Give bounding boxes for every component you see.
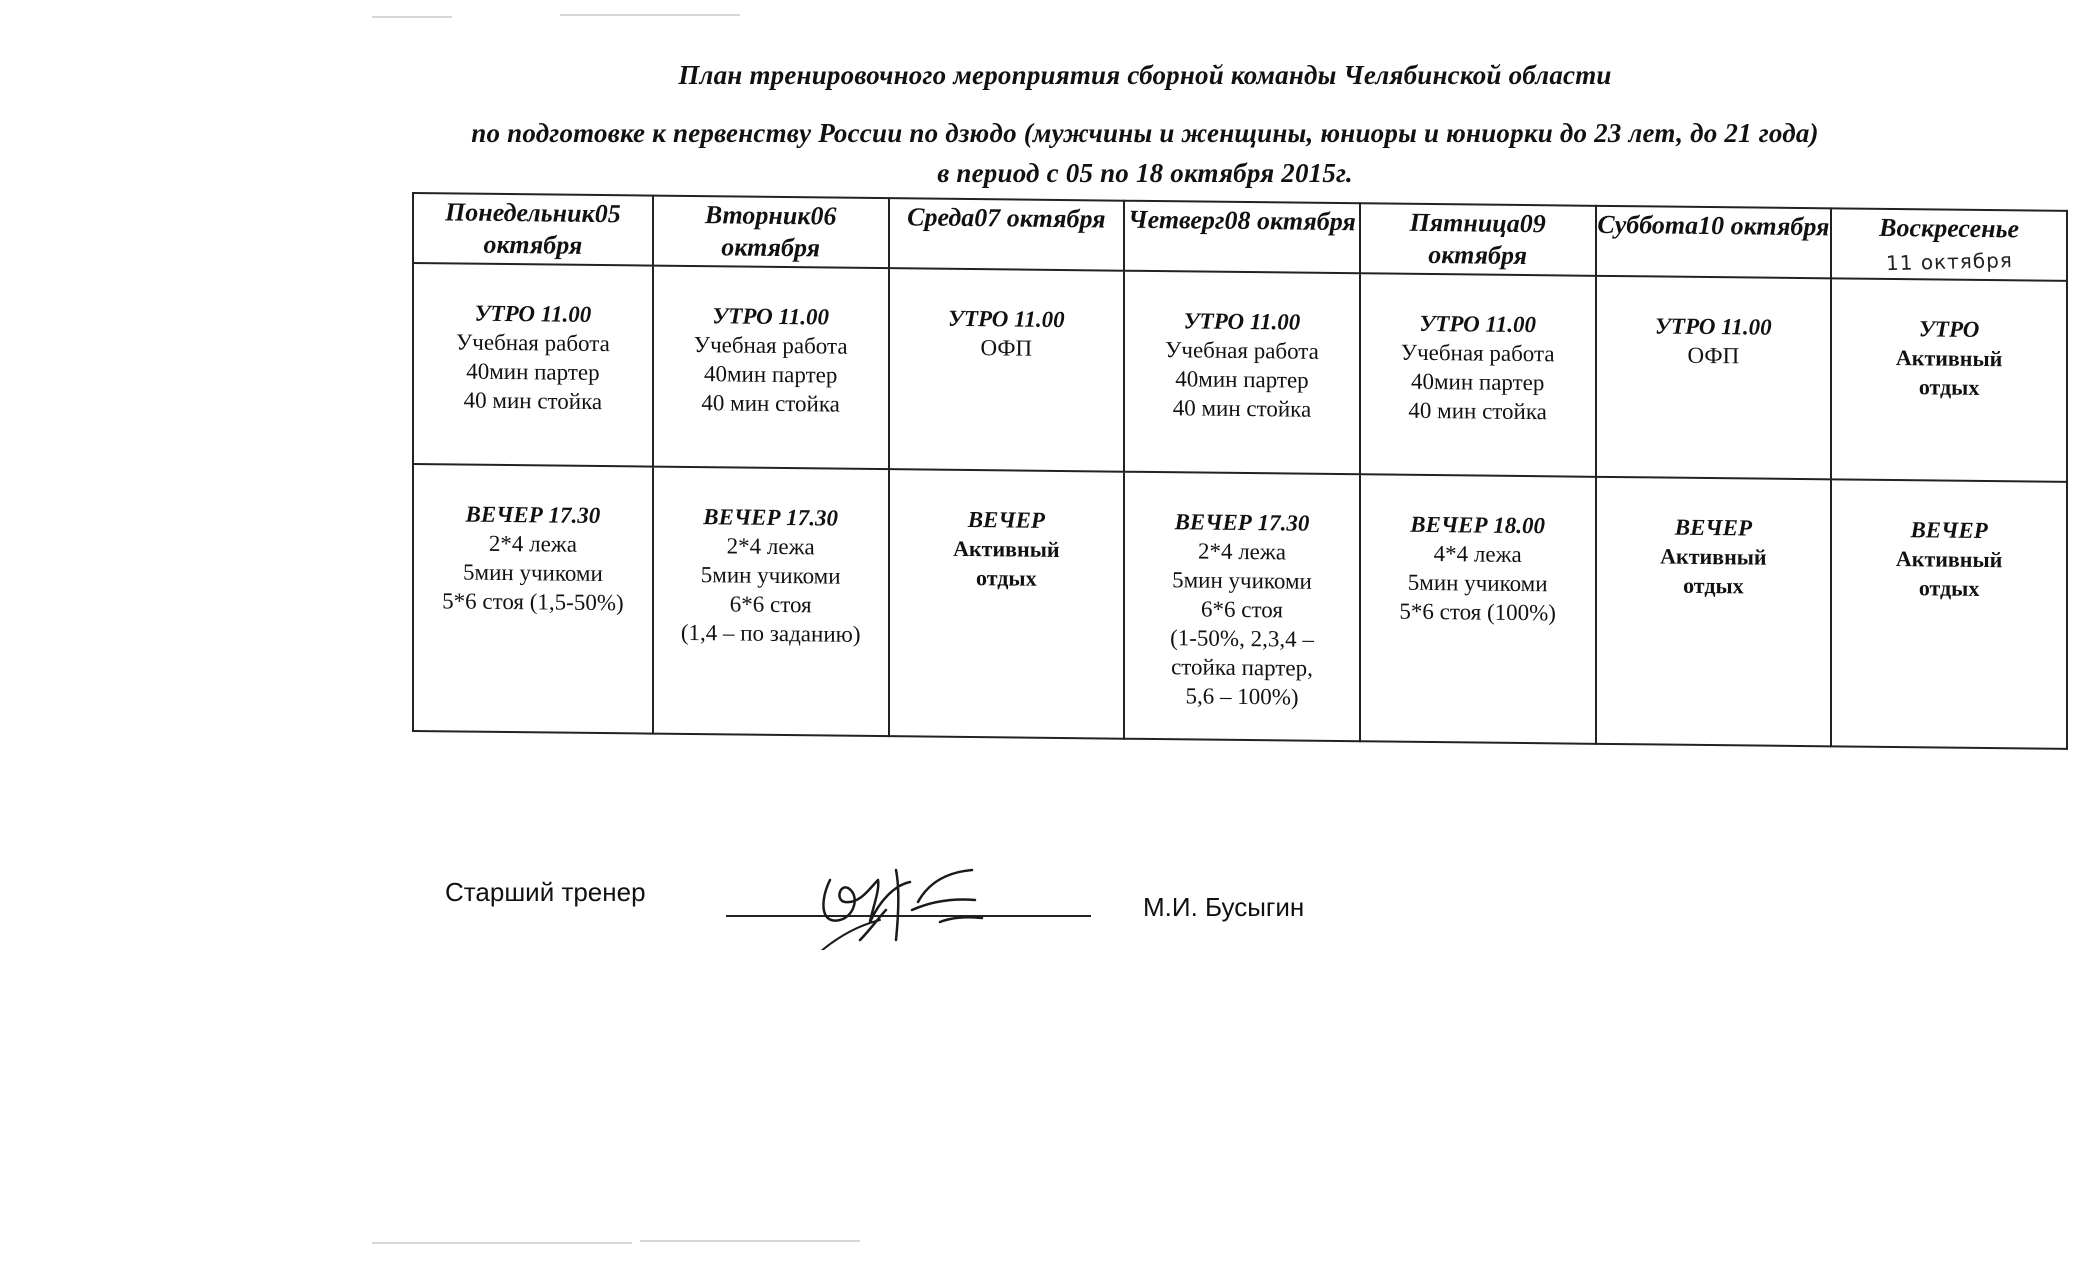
day-name: Пятница: [1409, 207, 1520, 238]
session-cell-saturday-evening: [1596, 476, 1832, 746]
document-title-line-3: в период с 05 по 18 октября 2015г.: [937, 158, 1353, 188]
session-heading: ВЕЧЕР: [967, 506, 1045, 533]
session-heading: УТРО 11.00: [1183, 308, 1301, 335]
session-line: отдых: [1918, 374, 1980, 400]
session-line: 5мин учикоми: [1172, 566, 1312, 594]
day-name: Вторник: [704, 200, 811, 231]
session-line: 40 мин стойка: [463, 387, 603, 414]
session-cell-thursday-evening: [1124, 471, 1360, 741]
session-heading: УТРО 11.00: [948, 305, 1065, 332]
day-name: Четверг: [1128, 204, 1225, 235]
session-line: 40мин партер: [703, 361, 838, 388]
document-title-line-2: по подготовке к первенству России по дзюдо (мужчины и женщины, юниоры и юниорки до 23 лет, до 21 года): [471, 118, 1819, 148]
session-line: стойка партер,: [1171, 653, 1313, 681]
session-heading: ВЕЧЕР 17.30: [703, 503, 839, 531]
day-name: Понедельник: [445, 197, 595, 228]
day-name: Среда: [907, 202, 975, 233]
session-cell-saturday-morning: [1596, 276, 1832, 479]
day-header-friday: [1360, 203, 1596, 275]
session-line: 5*6 стоя (1,5-50%): [442, 587, 624, 615]
session-line: (1,4 – по заданию): [680, 619, 861, 647]
session-line: ОФП: [980, 335, 1033, 361]
session-line: Учебная работа: [693, 331, 848, 359]
document-title-line-1: План тренировочного мероприятия сборной команды Челябинской области: [678, 60, 1612, 90]
session-line: ОФП: [1687, 342, 1740, 369]
scan-artifact: [640, 1240, 860, 1242]
day-header-monday: [413, 193, 653, 266]
session-cell-tuesday-morning: [653, 266, 889, 469]
day-name: Суббота: [1597, 209, 1699, 240]
session-heading: УТРО: [1918, 316, 1980, 342]
session-line: 4*4 лежа: [1433, 540, 1522, 567]
morning-session-row: [413, 263, 2067, 482]
session-heading: ВЕЧЕР 17.30: [1174, 508, 1310, 536]
session-cell-wednesday-evening: [889, 469, 1125, 739]
day-date: 06 октября: [721, 201, 837, 263]
signatory-name: М.И. Бусыгин: [1143, 892, 1305, 922]
session-heading: УТРО 11.00: [474, 300, 592, 327]
session-cell-tuesday-evening: [653, 466, 889, 736]
session-line: 40 мин стойка: [1408, 397, 1547, 425]
day-date: 05 октября: [483, 198, 621, 260]
session-line: 2*4 лежа: [488, 530, 577, 557]
session-line: Учебная работа: [456, 329, 610, 357]
session-line: Активный: [1895, 545, 2003, 572]
day-header-thursday: [1124, 201, 1360, 273]
session-line: 6*6 стоя: [729, 590, 812, 617]
signatory-role: Старший тренер: [445, 877, 646, 907]
session-line: 5*6 стоя (100%): [1399, 598, 1556, 625]
session-line: 40 мин стойка: [1172, 395, 1312, 422]
scan-artifact: [560, 14, 740, 16]
session-cell-friday-morning: [1360, 273, 1596, 476]
session-line: Учебная работа: [1165, 337, 1319, 364]
session-line: 40мин партер: [1410, 368, 1545, 396]
session-cell-wednesday-morning: [889, 268, 1125, 471]
session-heading: ВЕЧЕР 18.00: [1410, 511, 1546, 538]
session-cell-sunday-morning: [1831, 278, 2067, 481]
session-line: 5мин учикоми: [1407, 569, 1548, 596]
session-cell-thursday-morning: [1124, 271, 1360, 474]
session-heading: УТРО 11.00: [712, 303, 829, 330]
session-line: 5,6 – 100%): [1185, 682, 1299, 710]
session-heading: ВЕЧЕР: [1910, 516, 1988, 543]
session-line: 5мин учикоми: [700, 561, 841, 589]
session-line: 6*6 стоя: [1201, 596, 1283, 622]
handwritten-signature: [800, 840, 1020, 950]
session-cell-friday-evening: [1360, 474, 1596, 744]
training-schedule-table: [412, 192, 2068, 750]
day-date: 08 октября: [1224, 205, 1356, 237]
session-line: отдых: [976, 564, 1037, 591]
session-line: 2*4 лежа: [1197, 538, 1286, 564]
day-header-wednesday: [889, 198, 1125, 270]
session-heading: УТРО 11.00: [1655, 313, 1772, 340]
scan-artifact: [372, 16, 452, 18]
session-line: Активный: [1895, 344, 2003, 372]
scan-artifact: [372, 1242, 632, 1244]
session-line: 5мин учикоми: [463, 559, 603, 586]
session-heading: УТРО 11.00: [1419, 310, 1536, 338]
session-line: 2*4 лежа: [726, 532, 815, 559]
session-line: Учебная работа: [1400, 339, 1555, 367]
session-heading: ВЕЧЕР 17.30: [465, 501, 601, 528]
session-line: (1-50%, 2,3,4 –: [1170, 624, 1314, 652]
session-line: отдых: [1683, 572, 1744, 598]
session-line: отдых: [1918, 574, 1980, 601]
day-date: 09 октября: [1428, 208, 1546, 271]
day-header-sunday: [1831, 208, 2067, 280]
session-line: Активный: [1660, 543, 1767, 570]
day-header-tuesday: [653, 196, 889, 268]
session-cell-monday-evening: [413, 464, 653, 734]
session-heading: ВЕЧЕР: [1674, 514, 1753, 541]
session-cell-monday-morning: [413, 263, 653, 466]
session-line: Активный: [953, 535, 1060, 562]
handwritten-day-date: 11 октября: [1885, 248, 2013, 276]
day-date: 07 октября: [974, 203, 1106, 234]
day-header-saturday: [1596, 206, 1832, 278]
session-cell-sunday-evening: [1831, 479, 2067, 749]
session-line: 40мин партер: [466, 358, 600, 385]
session-line: 40 мин стойка: [701, 390, 840, 417]
day-date: 10 октября: [1698, 210, 1830, 242]
day-name: Воскресенье: [1879, 212, 2020, 244]
evening-session-row: [413, 464, 2067, 749]
session-line: 40мин партер: [1175, 366, 1309, 393]
